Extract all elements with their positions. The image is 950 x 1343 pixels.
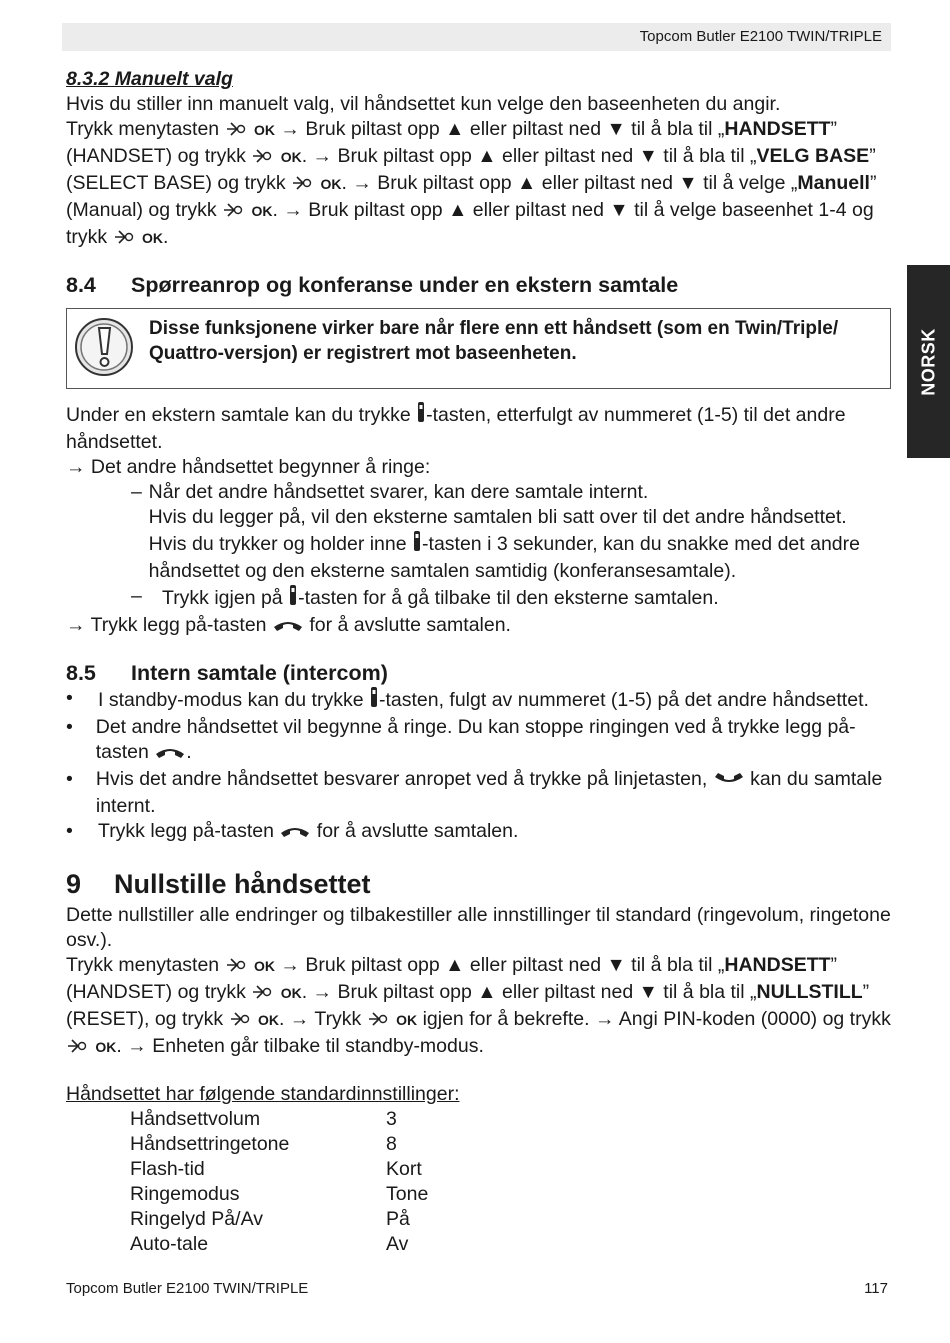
menu-key-icon (225, 119, 249, 144)
intercom-key-icon (416, 401, 426, 430)
line-key-icon (713, 769, 745, 794)
menu-key-icon (367, 1009, 391, 1034)
arrow-icon: → (280, 954, 300, 976)
hang-up-icon (279, 821, 311, 846)
menu-key-icon (229, 1009, 253, 1034)
arrow-icon: → (289, 1008, 310, 1030)
warning-icon (73, 316, 137, 378)
paragraph: Trykk menytasten OK → Bruk piltast opp ▲ eller piltast ned ▼ til å bla til „HANDSETT” (HANDSET) og trykk OK. → Bruk piltast opp ▲ eller piltast ned ▼ til å bla til „NULLSTILL” (RESET), og trykk OK. → Trykk OK igjen for å bekrefte. → Angi PIN-koden (0000) og trykk OK. → Enheten går tilbake til standby-modus. (66, 953, 891, 1061)
list-item: • Trykk legg på-tasten for å avslutte samtalen. (66, 819, 891, 846)
section-9-heading: 9 Nullstille håndsettet (66, 869, 371, 899)
footer-title: Topcom Butler E2100 TWIN/TRIPLE (66, 1280, 309, 1297)
arrow-icon: → (66, 614, 86, 636)
header-title: Topcom Butler E2100 TWIN/TRIPLE (639, 28, 882, 45)
arrow-icon: → (594, 1008, 615, 1030)
list-item: • I standby-modus kan du trykke -tasten, fulgt av nummeret (1-5) på det andre håndsettet. (66, 686, 891, 715)
arrow-icon: → (66, 456, 86, 478)
note-text: Disse funksjonene virker bare når flere enn ett håndsett (som en Twin/Triple/ Quattro-versjon) er registrert mot baseenheten. (149, 318, 839, 364)
intercom-key-icon (288, 584, 298, 613)
language-tab (907, 265, 950, 458)
table-row: Ringemodus Tone (130, 1183, 429, 1205)
page-number: 117 (864, 1280, 888, 1297)
paragraph: → Trykk legg på-tasten for å avslutte samtalen. (66, 613, 891, 640)
table-row: Håndsettvolum 3 (130, 1108, 397, 1130)
arrow-icon: → (312, 145, 333, 167)
paragraph: Dette nullstiller alle endringer og tilbakestiller alle innstillinger til standard (ringevolum, ringetone osv.). (66, 904, 891, 951)
table-row: Auto-tale Av (130, 1233, 409, 1255)
paragraph: Hvis du stiller inn manuelt valg, vil håndsettet kun velge den baseenheten du angir. (66, 93, 781, 115)
arrow-icon: → (312, 981, 333, 1003)
list-item: • Det andre håndsettet vil begynne å ringe. Du kan stoppe ringingen ved å trykke legg på-tasten . (66, 715, 891, 767)
language-tab-label: NORSK (918, 327, 938, 396)
menu-key-icon (251, 982, 275, 1007)
table-row: Flash-tid Kort (130, 1158, 422, 1180)
intercom-key-icon (369, 686, 379, 715)
menu-key-icon (291, 173, 315, 198)
intercom-key-icon (412, 530, 422, 559)
menu-key-icon (225, 955, 249, 980)
table-row: Ringelyd På/Av På (130, 1208, 410, 1230)
menu-key-icon (113, 227, 137, 252)
list-item: • Hvis det andre håndsettet besvarer anropet ved å trykke på linjetasten, kan du samtale internt. (66, 768, 883, 817)
menu-key-icon (222, 200, 246, 225)
page-content (66, 67, 891, 1257)
hang-up-icon (272, 615, 304, 640)
defaults-title: Håndsettet har følgende standardinnstillinger: (66, 1083, 460, 1105)
arrow-icon: → (283, 199, 303, 221)
arrow-icon: → (127, 1035, 147, 1057)
ok-label: OK (254, 122, 275, 138)
menu-key-icon (66, 1036, 90, 1061)
arrow-icon: → (352, 172, 372, 194)
list-item: – Trykk igjen på -tasten for å gå tilbake til den eksterne samtalen. (66, 584, 891, 613)
paragraph: Under en ekstern samtale kan du trykke -tasten, etterfulgt av nummeret (1-5) til det andre håndsettet. (66, 401, 891, 455)
table-row: Håndsettringetone 8 (130, 1133, 397, 1155)
defaults-table (130, 1107, 891, 1257)
paragraph: Trykk menytasten OK → Bruk piltast opp ▲ eller piltast ned ▼ til å bla til „HANDSETT” (HANDSET) og trykk OK. → Bruk piltast opp ▲ eller piltast ned ▼ til å bla til „VELG BASE” (SELECT BASE) og trykk OK. → Bruk piltast opp ▲ eller piltast ned ▼ til å velge „Manuell” (Manual) og trykk OK. → Bruk piltast opp ▲ eller piltast ned ▼ til å velge baseenhet 1-4 og trykk OK. (66, 117, 891, 252)
hang-up-icon (154, 742, 186, 767)
menu-key-icon (251, 146, 275, 171)
header-bar (62, 23, 891, 51)
arrow-icon: → (280, 118, 300, 140)
section-8-5-heading: 8.5 Intern samtale (intercom) (66, 661, 388, 685)
paragraph: → Det andre håndsettet begynner å ringe: (66, 456, 431, 478)
section-8-4-heading: 8.4 Spørreanrop og konferanse under en ekstern samtale (66, 273, 679, 297)
note-box (66, 308, 891, 389)
list-item: – Når det andre håndsettet svarer, kan dere samtale internt. Hvis du legger på, vil den eksterne samtalen bli satt over til det andre håndsettet. Hvis du trykker og holder inne -tasten i 3 sekunder, kan du snakke med det andre håndsettet og den eksterne samtalen samtidig (konferansesamtale). (131, 481, 860, 582)
section-8-3-2-title: 8.3.2 Manuelt valg (66, 68, 233, 90)
